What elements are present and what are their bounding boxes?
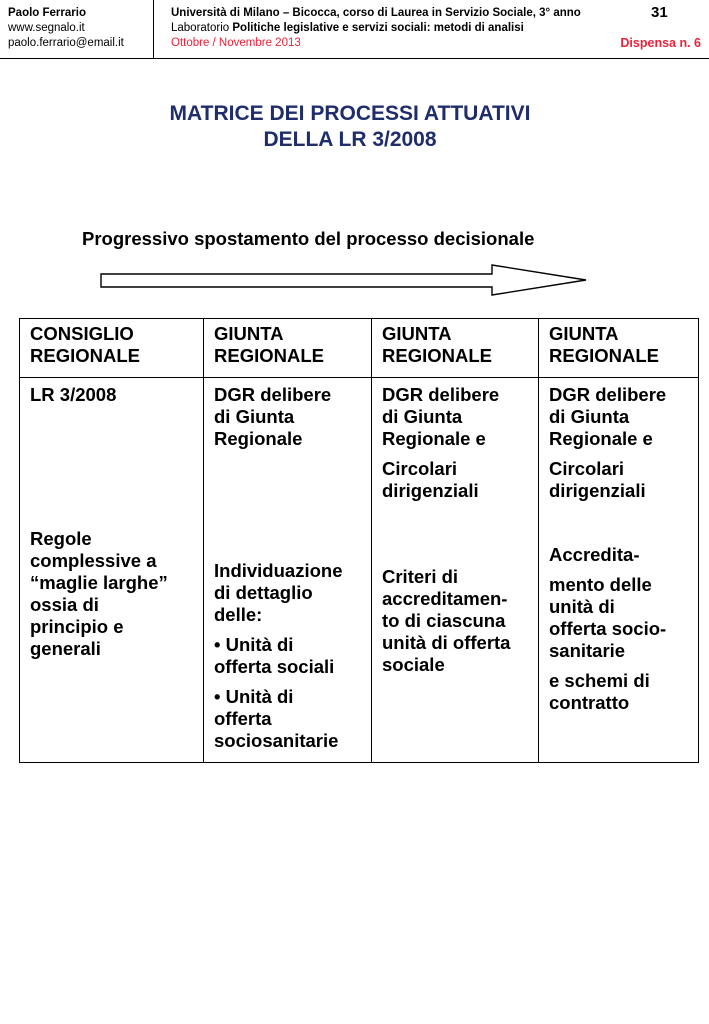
bullet-sociali: • Unità di offerta sociali xyxy=(214,634,335,677)
header-giunta-regionale xyxy=(539,319,699,378)
header-text: GIUNTA REGIONALE xyxy=(549,323,659,366)
header-giunta-regionale xyxy=(204,319,372,378)
cell-rules: Regole complessive a “maglie larghe” ossia di principio e generali xyxy=(30,528,168,659)
header-text: CONSIGLIO REGIONALE xyxy=(30,323,140,366)
cell-circolari: Circolari dirigenziali xyxy=(382,458,479,501)
cell-dgr: DGR delibere di Giunta Regionale xyxy=(214,384,332,449)
cell-criteri: Criteri di accreditamen- to di ciascuna unità di offerta sociale xyxy=(382,566,511,675)
cell-circolari: Circolari dirigenziali xyxy=(549,458,646,501)
cell-consiglio xyxy=(20,378,204,763)
lab-line xyxy=(171,21,651,36)
header-rule xyxy=(0,58,709,59)
right-arrow-icon xyxy=(100,264,590,298)
lab-title: Politiche legislative e servizi sociali: metodi di analisi xyxy=(232,22,524,34)
header-consiglio-regionale xyxy=(20,319,204,378)
lab-prefix: Laboratorio xyxy=(171,22,233,34)
course-date: Ottobre / Novembre 2013 xyxy=(171,37,301,49)
cell-giunta-3 xyxy=(539,378,699,763)
author-email[interactable]: paolo.ferrario@email.it xyxy=(8,37,124,49)
cell-giunta-1 xyxy=(204,378,372,763)
cell-dgr: DGR delibere di Giunta Regionale e xyxy=(549,384,667,449)
matrix-header-row xyxy=(20,319,699,378)
process-matrix xyxy=(19,318,699,763)
dispensa-label: Dispensa n. 6 xyxy=(620,36,701,50)
title-line-1: MATRICE DEI PROCESSI ATTUATIVI xyxy=(169,102,531,125)
cell-accredita: Accredita- xyxy=(549,544,640,565)
page-number: 31 xyxy=(651,4,668,21)
header-text: GIUNTA REGIONALE xyxy=(214,323,324,366)
course-block xyxy=(171,6,651,51)
header-divider xyxy=(153,0,154,58)
bullet-sociosanitarie: • Unità di offerta sociosanitarie xyxy=(214,686,339,751)
page-title xyxy=(0,101,700,153)
matrix-body-row xyxy=(20,378,699,763)
header-text: GIUNTA REGIONALE xyxy=(382,323,492,366)
header-giunta-regionale xyxy=(372,319,539,378)
author-name: Paolo Ferrario xyxy=(8,7,86,19)
cell-individuazione: Individuazione di dettaglio delle: xyxy=(214,560,343,625)
cell-dgr: DGR delibere di Giunta Regionale e xyxy=(382,384,500,449)
subtitle: Progressivo spostamento del processo decisionale xyxy=(82,228,535,249)
cell-law: LR 3/2008 xyxy=(30,384,117,405)
author-website[interactable]: www.segnalo.it xyxy=(8,22,85,34)
author-block xyxy=(8,6,154,51)
title-line-2: DELLA LR 3/2008 xyxy=(263,128,437,151)
cell-accreditamento: mento delle unità di offerta socio- sanitarie xyxy=(549,574,667,661)
cell-giunta-2 xyxy=(372,378,539,763)
cell-schemi: e schemi di contratto xyxy=(549,670,650,713)
course-line: Università di Milano – Bicocca, corso di Laurea in Servizio Sociale, 3° anno xyxy=(171,7,581,19)
